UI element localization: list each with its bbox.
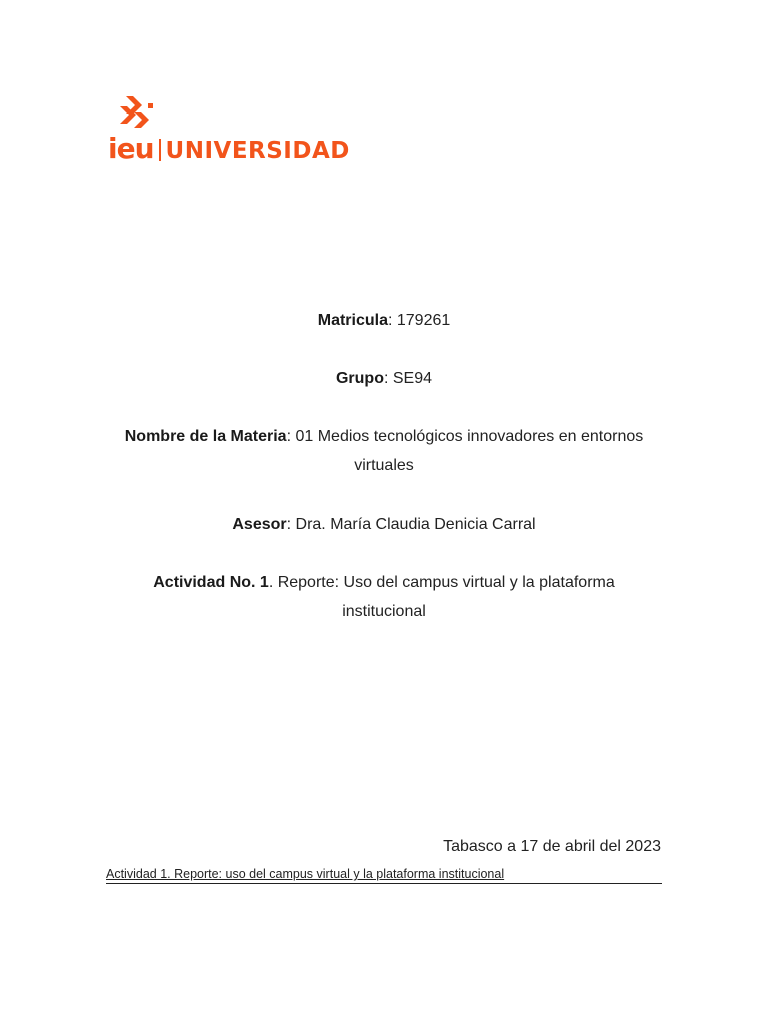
footer-note-text: Actividad 1. Reporte: uso del campus virtual y la plataforma institucional xyxy=(106,867,505,881)
logo-wordmark xyxy=(108,134,350,168)
actividad-value: . Reporte: Uso del campus virtual y la plataforma institucional xyxy=(268,574,615,620)
grupo-label: Grupo xyxy=(335,370,384,387)
logo-separator xyxy=(159,139,161,161)
logo-brand-text: ieu xyxy=(108,132,154,165)
page-footer-note xyxy=(106,866,662,884)
actividad-line xyxy=(110,568,658,626)
grupo-value: : SE94 xyxy=(383,370,433,387)
matricula-value: : 179261 xyxy=(387,312,451,329)
university-logo xyxy=(108,96,398,168)
asesor-line xyxy=(110,510,658,539)
matricula-label: Matricula xyxy=(317,312,388,329)
asesor-label: Asesor xyxy=(232,516,287,533)
grupo-line xyxy=(110,364,658,393)
materia-line xyxy=(110,422,658,480)
asesor-value: : Dra. María Claudia Denicia Carral xyxy=(286,516,536,533)
ieu-chevron-logo-icon xyxy=(118,96,154,132)
materia-value: : 01 Medios tecnológicos innovadores en entornos virtuales xyxy=(286,428,644,474)
logo-university-text: UNIVERSIDAD xyxy=(165,138,350,164)
materia-label: Nombre de la Materia xyxy=(124,428,287,445)
matricula-line xyxy=(110,306,658,335)
actividad-label: Actividad No. 1 xyxy=(153,574,269,591)
place-date: Tabasco a 17 de abril del 2023 xyxy=(443,838,661,855)
